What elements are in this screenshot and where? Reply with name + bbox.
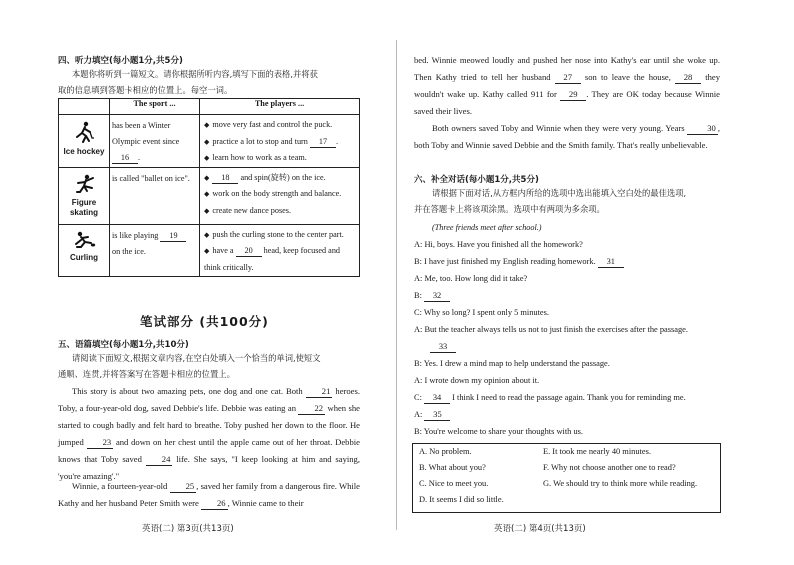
section4-intro-line1: 本题你将听到一篇短文。请你根据所听内容,填写下面的表格,并将获	[72, 69, 318, 79]
dialogue-speaker: B:	[414, 427, 424, 436]
dialogue-speaker: A:	[414, 410, 425, 419]
players-line	[204, 186, 356, 203]
dialogue-line	[414, 236, 724, 253]
diamond-bullet-icon: ◆	[204, 206, 210, 215]
dialogue-speaker: C:	[414, 393, 425, 402]
figure-skating-cell	[59, 167, 110, 224]
players-post: head, keep focused and think critically.	[204, 246, 341, 272]
table-row-curling	[59, 224, 360, 276]
blank-20: 20	[236, 245, 262, 257]
table-row-ice-hockey	[59, 115, 360, 168]
dialogue-text: Yes. I drew a mind map to help understand the passage.	[423, 359, 610, 368]
desc-post: on the ice.	[112, 246, 146, 256]
right-page	[400, 0, 794, 565]
figure-skating-icon	[72, 174, 96, 196]
blank-21: 21	[306, 386, 333, 398]
dialogue-speaker: C:	[414, 308, 424, 317]
dialogue-line	[414, 423, 724, 440]
dialogue-speaker: B:	[414, 359, 424, 368]
section6-heading: 六、补全对话(每小题1分,共5分)	[414, 175, 539, 185]
cloze-passage-part3	[414, 52, 720, 120]
passage-text: bed. Winnie meowed loudly and pushed her nose into Kathy's ear until she woke up. Then Kathy tried to tell her husband	[414, 55, 720, 82]
option-a: A. No problem.	[419, 447, 472, 456]
dialogue-line	[414, 389, 724, 406]
diamond-bullet-icon: ◆	[204, 173, 210, 182]
desc-text: has been a Winter Olympic event since	[112, 121, 180, 146]
passage-text: , saved her family from a dangerous fire. While Kathy and her husband Peter Smith were	[58, 481, 360, 508]
dialogue-speaker: A:	[414, 325, 425, 334]
passage-text: they wouldn't wake up. Kathy called 911 for	[414, 72, 720, 99]
table-header-row	[59, 99, 360, 115]
dialogue	[414, 236, 724, 440]
blank-23: 23	[87, 437, 114, 449]
header-icon-col	[59, 99, 110, 115]
desc-text: is like playing	[112, 230, 159, 240]
players-line	[204, 150, 356, 167]
passage-text: This story is about two amazing pets, one dog and one cat. Both	[72, 386, 306, 396]
blank-30: 30	[687, 123, 718, 135]
players-line	[204, 203, 356, 220]
dialogue-speaker: B:	[414, 257, 425, 266]
diamond-bullet-icon: ◆	[204, 230, 210, 239]
dialogue-text: I wrote down my opinion about it.	[424, 376, 540, 385]
sport-desc-ice-hockey	[110, 115, 200, 168]
dialogue-text: But the teacher always tells us not to just finish the exercises after the passage.	[424, 325, 688, 334]
dialogue-speaker	[414, 342, 430, 351]
passage-text: Winnie, a fourteen-year-old	[72, 481, 170, 491]
passage-text: life. She says, "I keep looking at him and saying, 'you're amazing'."	[58, 454, 361, 481]
dialogue-line	[414, 355, 724, 372]
left-page	[0, 0, 392, 565]
dialogue-speaker: B:	[414, 291, 425, 300]
diamond-bullet-icon: ◆	[204, 121, 210, 129]
sport-desc-curling	[110, 224, 200, 276]
passage-text: , Winnie came to their	[227, 498, 304, 508]
blank-35: 35	[424, 409, 450, 421]
option-d: D. It seems I did so little.	[419, 495, 504, 504]
sport-table	[58, 98, 360, 277]
blank-33: 33	[430, 341, 456, 353]
dialogue-line	[414, 321, 724, 338]
players-text: have a	[212, 246, 234, 255]
ice-hockey-cell	[59, 115, 110, 168]
section6-intro-line1: 请根据下面对话,从方框内所给的选项中选出能填入空白处的最佳选项,	[432, 188, 687, 198]
option-e: E. It took me nearly 40 minutes.	[543, 447, 651, 456]
players-figure-skating	[200, 167, 360, 224]
section4-intro-line2: 取的信息填到答题卡相应的位置上。每空一词。	[58, 85, 233, 95]
cloze-passage-part2	[58, 478, 360, 512]
players-line	[204, 134, 356, 151]
diamond-bullet-icon: ◆	[204, 190, 210, 198]
players-line	[204, 170, 356, 187]
page-footer-left: 英语(二) 第3页(共13页)	[142, 524, 234, 534]
passage-text: heroes. Toby, a four-year-old dog, saved Debbie's life. Debbie was eating an	[58, 386, 360, 413]
blank-16: 16	[112, 152, 138, 164]
passage-text: son to leave the house,	[580, 72, 676, 82]
passage-text: Both owners saved Toby and Winnie when they were very young. Years	[432, 123, 688, 133]
dialogue-line	[414, 270, 724, 287]
blank-32: 32	[424, 290, 450, 302]
section5-intro-line2: 通顺、连贯,并将答案写在答题卡相应的位置上。	[58, 369, 235, 379]
players-text: practice a lot to stop and turn	[212, 136, 308, 146]
blank-31: 31	[598, 256, 624, 268]
header-players: The players ...	[200, 99, 360, 115]
blank-34: 34	[424, 392, 450, 404]
cloze-passage-part1	[58, 383, 360, 485]
players-text: work on the body strength and balance.	[212, 189, 342, 198]
passage-text: . They are OK today because Winnie saved their lives.	[414, 89, 720, 116]
dialogue-line	[414, 304, 724, 321]
curling-icon	[72, 231, 96, 251]
page-divider	[396, 40, 397, 530]
players-post: and spin(旋转) on the ice.	[240, 172, 326, 182]
option-c: C. Nice to meet you.	[419, 479, 489, 488]
option-g: G. We should try to think more while reading.	[543, 479, 698, 488]
dialogue-speaker: A:	[414, 376, 425, 385]
blank-25: 25	[170, 481, 197, 493]
dialogue-text: You're welcome to share your thoughts with us.	[423, 427, 584, 436]
page-footer-right: 英语(二) 第4页(共13页)	[494, 524, 586, 534]
options-box	[412, 443, 721, 513]
dialogue-speaker: A:	[414, 274, 425, 283]
section6-intro-line2: 并在答题卡上将该项涂黑。选项中有两项为多余项。	[414, 204, 605, 214]
sport-name-curling: Curling	[70, 252, 98, 262]
blank-18: 18	[212, 172, 238, 184]
players-post: .	[335, 136, 338, 146]
blank-28: 28	[675, 72, 701, 84]
section4-heading: 四、听力填空(每小题1分,共5分)	[58, 56, 183, 66]
sport-name-ice-hockey: Ice hockey	[63, 147, 105, 156]
section5-intro-line1: 请阅读下面短文,根据文章内容,在空白处填入一个恰当的单词,使短文	[72, 353, 321, 363]
players-line	[204, 117, 356, 134]
cloze-passage-part4	[414, 120, 720, 154]
players-line	[204, 227, 356, 244]
players-text: move very fast and control the puck.	[212, 120, 333, 129]
blank-22: 22	[298, 403, 325, 415]
dialogue-line	[414, 287, 724, 304]
section5-heading: 五、语篇填空(每小题1分,共10分)	[58, 340, 189, 350]
curling-cell	[59, 224, 110, 276]
players-curling	[200, 224, 360, 276]
blank-19: 19	[160, 230, 186, 242]
blank-24: 24	[146, 454, 173, 466]
passage-text: , both Toby and Winnie saved Debbie and the Smith family. That's really unbelievable.	[414, 123, 720, 150]
passage-text: when she started to cough badly and felt hard to breathe. Toby pushed her down to the floor. He jumped	[58, 403, 360, 447]
desc-text: is called "ballet on ice".	[112, 173, 190, 183]
diamond-bullet-icon: ◆	[204, 247, 210, 255]
blank-17: 17	[310, 136, 336, 148]
sport-name-figure-skating: Figure skating	[69, 197, 98, 217]
dialogue-line	[414, 406, 724, 423]
dialogue-speaker: A:	[414, 240, 425, 249]
dialogue-text: I have just finished my English reading homework.	[424, 257, 598, 266]
blank-29: 29	[560, 89, 586, 101]
dialogue-line	[414, 253, 724, 270]
players-text: create new dance poses.	[212, 205, 292, 215]
dialogue-text: I think I need to read the passage again. Thank you for reminding me.	[450, 393, 686, 402]
players-text: push the curling stone to the center part.	[212, 229, 344, 239]
blank-27: 27	[555, 72, 581, 84]
blank-26: 26	[201, 498, 228, 510]
ice-hockey-icon	[73, 121, 95, 145]
table-row-figure-skating	[59, 167, 360, 224]
option-f: F. Why not choose another one to read?	[543, 463, 676, 472]
dialogue-text: Hi, boys. Have you finished all the homework?	[424, 240, 583, 249]
dialogue-text: Me, too. How long did it take?	[424, 274, 528, 283]
option-b: B. What about you?	[419, 463, 486, 472]
diamond-bullet-icon: ◆	[204, 154, 210, 162]
diamond-bullet-icon: ◆	[204, 137, 210, 146]
dialogue-scene: (Three friends meet after school.)	[432, 223, 542, 232]
dialogue-line	[414, 338, 724, 355]
desc-post: .	[138, 153, 141, 162]
dialogue-text: Why so long? I spent only 5 minutes.	[423, 308, 550, 317]
players-line	[204, 243, 356, 275]
sport-desc-figure-skating	[110, 167, 200, 224]
passage-text: and down on her chest until the apple came out of her throat. Debbie knows that Toby saved	[58, 437, 360, 464]
header-sport: The sport ...	[110, 99, 200, 115]
players-ice-hockey	[200, 115, 360, 168]
written-section-title: 笔试部分 (共100分)	[140, 314, 269, 329]
dialogue-line	[414, 372, 724, 389]
players-text: learn how to work as a team.	[212, 153, 307, 162]
